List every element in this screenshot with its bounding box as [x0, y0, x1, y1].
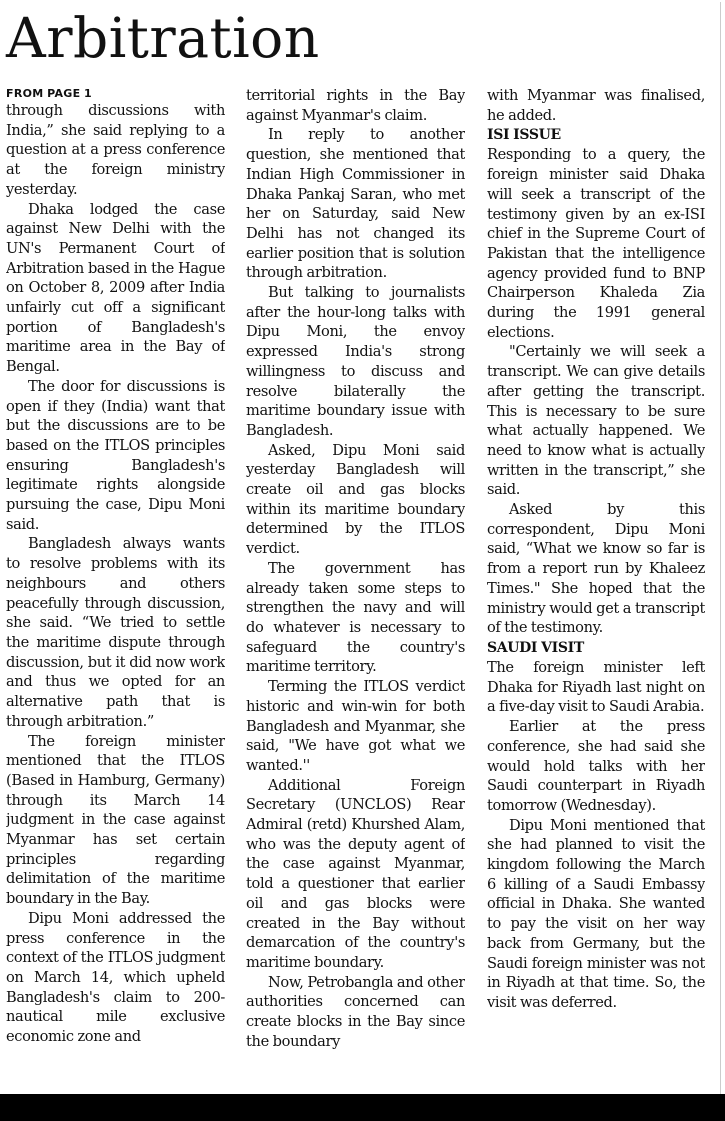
paragraph: with Myanmar was finalised, he added. [487, 87, 705, 124]
paragraph: Dipu Moni addressed the press conference in the context of the ITLOS judgment on March 14, which upheld Bangladesh's claim to 200-nautical mile exclusive economic zone and [6, 909, 225, 1046]
paragraph: The government has already taken some steps to strengthen the navy and will do whatever is necessary to safeguard the country's maritime territory. [246, 559, 465, 676]
paragraph: Terming the ITLOS verdict historic and win-win for both Bangladesh and Myanmar, she said, "We have got what we wanted.'' [246, 678, 465, 774]
kicker-from-page-1: FROM PAGE 1 [6, 87, 93, 100]
paragraph: Dipu Moni mentioned that she had planned to visit the kingdom following the March 6 killing of a Saudi Embassy official in Dhaka. She wanted to pay the visit on her way back from Germany, but the Saudi foreign minister was not in Riyadh at that time. So, the visit was deferred. [487, 816, 705, 1011]
paragraph: Asked by this correspondent, Dipu Moni said, “What we know so far is from a report run by Khaleez Times." She hoped that the ministry would get a transcript of the testimony. [487, 501, 705, 637]
paragraph: The foreign minister mentioned that the ITLOS (Based in Hamburg, Germany) through its March 14 judgment in the case against Myanmar has set certain principles regarding delimitation of the maritime boundary in the Bay. [6, 732, 225, 908]
paragraph: territorial rights in the Bay against Myanmar's claim. [246, 87, 465, 124]
paragraph: Bangladesh always wants to resolve problems with its neighbours and others peacefully through discussion, she said. “We tried to settle the maritime dispute through discussion, but it did now work and thus we opted for an alternative path that is through arbitration.” [6, 535, 225, 730]
page-edge-rule [720, 2, 721, 1094]
paragraph: through discussions with India,” she said replying to a question at a press conference at the foreign ministry yesterday. [6, 102, 225, 198]
article-column-1 [6, 86, 225, 1094]
paragraph: In reply to another question, she mentioned that Indian High Commissioner in Dhaka Pankaj Saran, who met her on Saturday, said New Delhi has not changed its earlier position that is solution through arbitration. [246, 126, 465, 282]
paragraph: Asked, Dipu Moni said yesterday Bangladesh will create oil and gas blocks within its maritime boundary determined by the ITLOS verdict. [246, 441, 465, 558]
article-column-3 [487, 86, 705, 1094]
column-2-body [246, 86, 465, 1051]
paragraph: Earlier at the press conference, she had said she would hold talks with her Saudi counterpart in Riyadh tomorrow (Wednesday). [487, 718, 705, 814]
paragraph: Dhaka lodged the case against New Delhi with the UN's Permanent Court of Arbitration based in the Hague on October 8, 2009 after India unfairly cut off a significant portion of Bangladesh's maritime area in the Bay of Bengal. [6, 200, 225, 376]
column-1-body [6, 101, 225, 1047]
subheading: ISI ISSUE [487, 127, 561, 144]
article-column-2 [246, 86, 465, 1094]
headline: Arbitration [6, 6, 320, 70]
paragraph: The foreign minister left Dhaka for Riyadh last night on a five-day visit to Saudi Arabia. [487, 658, 705, 716]
paragraph: But talking to journalists after the hour-long talks with Dipu Moni, the envoy expressed India's strong willingness to discuss and resolve bilaterally the maritime boundary issue with Bangladesh. [246, 284, 465, 439]
column-3-body [487, 86, 705, 1013]
paragraph: Responding to a query, the foreign minister said Dhaka will seek a transcript of the testimony given by an ex-ISI chief in the Supreme Court of Pakistan that the intelligence agency provided fund to BNP Chairperson Khaleda Zia during the 1991 general elections. [487, 146, 705, 341]
paragraph: Now, Petrobangla and other authorities concerned can create blocks in the Bay since the boundary [246, 973, 465, 1050]
paragraph: "Certainly we will seek a transcript. We can give details after getting the transcript. This is necessary to be sure what actually happened. We need to know what is actually written in the transcript,” she said. [487, 343, 705, 499]
paragraph: The door for discussions is open if they (India) want that but the discussions are to be based on the ITLOS principles ensuring Bangladesh's legitimate rights alongside pursuing the case, Dipu Moni said. [6, 377, 225, 533]
paragraph: Additional Foreign Secretary (UNCLOS) Rear Admiral (retd) Khurshed Alam, who was the deputy agent of the case against Myanmar, told a questioner that earlier oil and gas blocks were created in the Bay without demarcation of the country's maritime boundary. [246, 776, 465, 971]
footer-bar [0, 1094, 725, 1121]
subheading: SAUDI VISIT [487, 639, 584, 656]
